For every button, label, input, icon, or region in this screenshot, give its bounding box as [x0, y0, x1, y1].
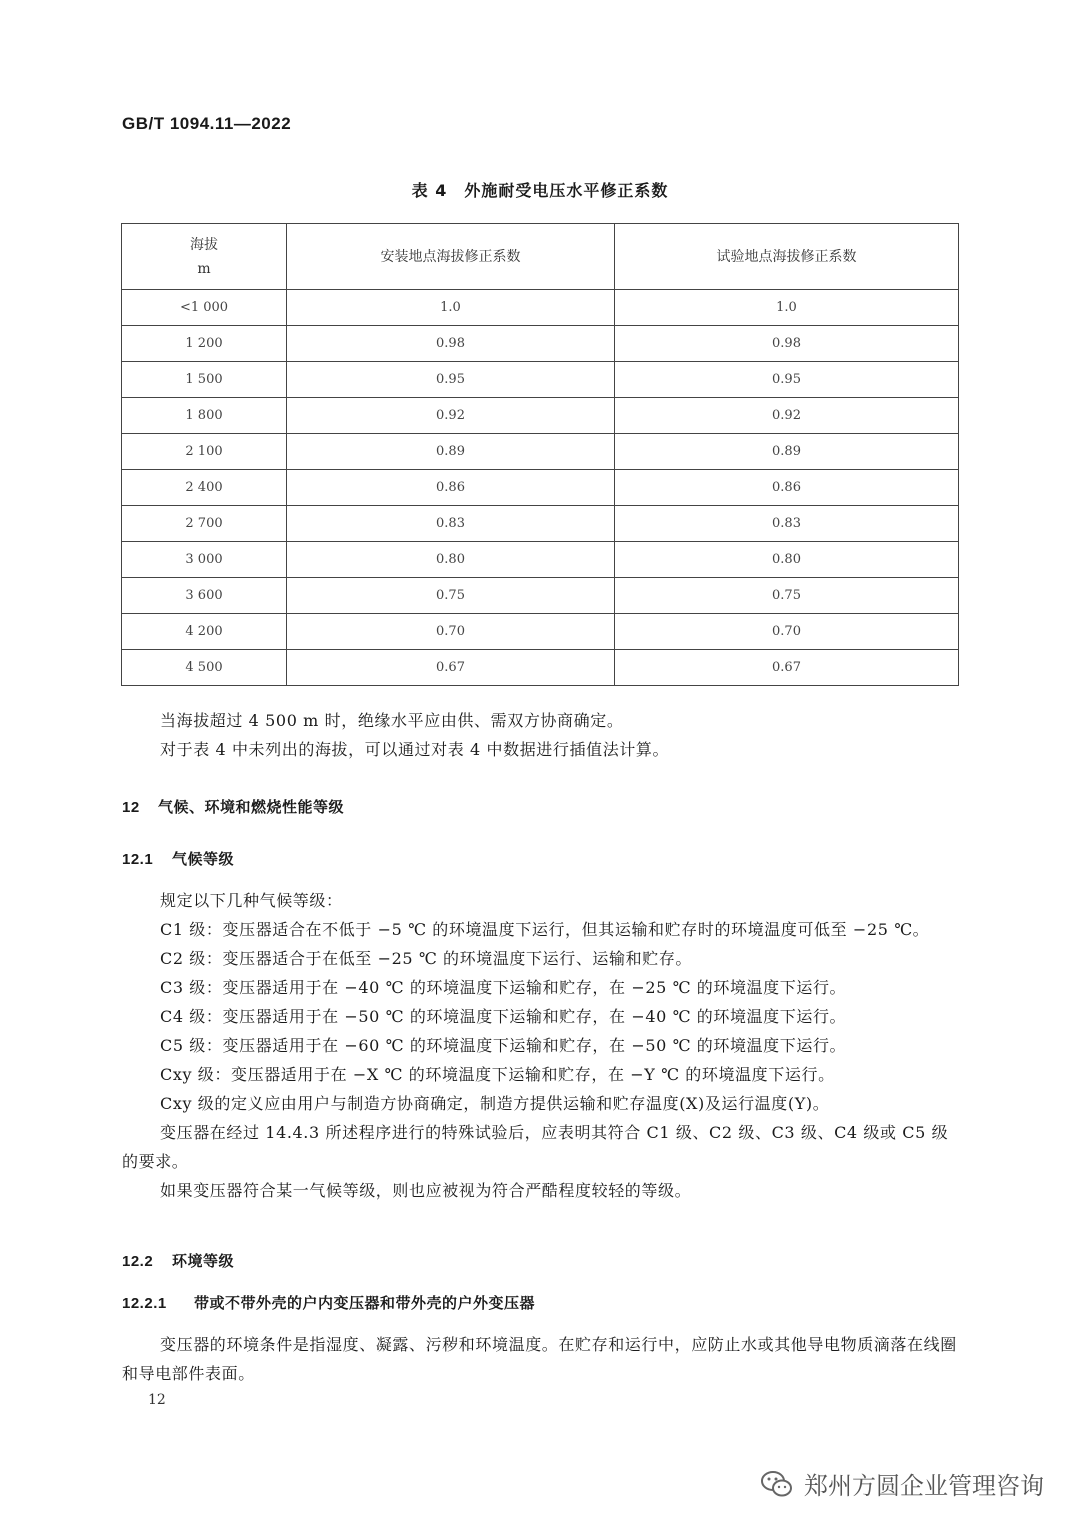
body-paragraph: C2 级：变压器适合于在低至 −25 ℃ 的环境温度下运行、运输和贮存。 [160, 949, 693, 968]
section-number: 12.2 [122, 1253, 154, 1270]
table-row [122, 614, 959, 650]
body-paragraph: 规定以下几种气候等级： [160, 891, 343, 910]
cell-test-factor: 0.98 [615, 326, 959, 362]
body-paragraph: Cxy 级：变压器适用于在 −X ℃ 的环境温度下运输和贮存，在 −Y ℃ 的环境温度下运行。 [160, 1065, 835, 1084]
table-row [122, 362, 959, 398]
table-row [122, 650, 959, 686]
section-heading-12 [122, 796, 344, 817]
cell-test-factor: 0.95 [615, 362, 959, 398]
cell-install-factor: 0.80 [287, 542, 615, 578]
cell-test-factor: 0.89 [615, 434, 959, 470]
standard-id: GB/T 1094.11—2022 [122, 114, 292, 133]
cell-test-factor: 1.0 [615, 290, 959, 326]
note-paragraph: 当海拔超过 4 500 m 时，绝缘水平应由供、需双方协商确定。 [160, 711, 624, 730]
table-row [122, 506, 959, 542]
header-test: 试验地点海拔修正系数 [615, 224, 959, 290]
cell-install-factor: 0.67 [287, 650, 615, 686]
body-paragraph: C1 级：变压器适合在不低于 −5 ℃ 的环境温度下运行，但其运输和贮存时的环境温度可低至 −25 ℃。 [160, 920, 930, 939]
section-number: 12 [122, 799, 140, 816]
cell-altitude: <1 000 [122, 290, 287, 326]
cell-altitude: 4 500 [122, 650, 287, 686]
header-altitude-unit: m [197, 260, 211, 277]
header-install: 安装地点海拔修正系数 [287, 224, 615, 290]
cell-altitude: 3 600 [122, 578, 287, 614]
section-title: 环境等级 [172, 1252, 235, 1270]
section-heading-12-1 [122, 848, 234, 869]
table-row [122, 290, 959, 326]
section-number: 12.1 [122, 851, 154, 868]
correction-table [121, 223, 959, 686]
wechat-icon [760, 1469, 794, 1499]
section-title: 带或不带外壳的户内变压器和带外壳的户外变压器 [194, 1294, 536, 1312]
body-paragraph: C3 级：变压器适用于在 −40 ℃ 的环境温度下运输和贮存，在 −25 ℃ 的环境温度下运行。 [160, 978, 847, 997]
cell-test-factor: 0.70 [615, 614, 959, 650]
cell-altitude: 1 800 [122, 398, 287, 434]
header-altitude [122, 224, 287, 290]
header-altitude-label: 海拔 [190, 236, 218, 253]
table-header-row [122, 224, 959, 290]
cell-install-factor: 1.0 [287, 290, 615, 326]
cell-test-factor: 0.86 [615, 470, 959, 506]
section-title: 气候等级 [172, 850, 235, 868]
table-row [122, 434, 959, 470]
section-heading-12-2-1 [122, 1292, 535, 1313]
cell-install-factor: 0.70 [287, 614, 615, 650]
body-paragraph: C4 级：变压器适用于在 −50 ℃ 的环境温度下运输和贮存，在 −40 ℃ 的环境温度下运行。 [160, 1007, 847, 1026]
cell-test-factor: 0.80 [615, 542, 959, 578]
table-row [122, 398, 959, 434]
section-title: 气候、环境和燃烧性能等级 [158, 798, 345, 816]
table-notes [122, 706, 960, 764]
cell-test-factor: 0.67 [615, 650, 959, 686]
cell-altitude: 2 400 [122, 470, 287, 506]
cell-test-factor: 0.75 [615, 578, 959, 614]
cell-altitude: 1 200 [122, 326, 287, 362]
cell-test-factor: 0.92 [615, 398, 959, 434]
cell-install-factor: 0.95 [287, 362, 615, 398]
cell-altitude: 4 200 [122, 614, 287, 650]
cell-install-factor: 0.98 [287, 326, 615, 362]
cell-altitude: 3 000 [122, 542, 287, 578]
table-row [122, 578, 959, 614]
cell-install-factor: 0.75 [287, 578, 615, 614]
table-row [122, 470, 959, 506]
table-title: 表 4 外施耐受电压水平修正系数 [411, 181, 669, 200]
cell-install-factor: 0.89 [287, 434, 615, 470]
watermark-text: 郑州方圆企业管理咨询 [804, 1472, 1044, 1500]
section-number: 12.2.1 [122, 1295, 167, 1312]
cell-altitude: 2 700 [122, 506, 287, 542]
note-paragraph: 对于表 4 中未列出的海拔，可以通过对表 4 中数据进行插值法计算。 [160, 740, 670, 759]
cell-install-factor: 0.83 [287, 506, 615, 542]
body-paragraph: Cxy 级的定义应由用户与制造方协商确定，制造方提供运输和贮存温度(X)及运行温度(Y)。 [160, 1094, 830, 1113]
page-number: 12 [148, 1392, 166, 1408]
table-row [122, 326, 959, 362]
cell-altitude: 2 100 [122, 434, 287, 470]
watermark [760, 1466, 1044, 1501]
cell-install-factor: 0.92 [287, 398, 615, 434]
body-paragraph: 如果变压器符合某一气候等级，则也应被视为符合严酷程度较轻的等级。 [160, 1181, 692, 1200]
cell-altitude: 1 500 [122, 362, 287, 398]
climate-class-body [122, 886, 960, 1205]
section-heading-12-2 [122, 1250, 234, 1271]
cell-install-factor: 0.86 [287, 470, 615, 506]
body-paragraph: C5 级：变压器适用于在 −60 ℃ 的环境温度下运输和贮存，在 −50 ℃ 的环境温度下运行。 [160, 1036, 847, 1055]
cell-test-factor: 0.83 [615, 506, 959, 542]
body-paragraph: 变压器的环境条件是指湿度、凝露、污秽和环境温度。在贮存和运行中，应防止水或其他导电物质滴落在线圈和导电部件表面。 [122, 1335, 957, 1383]
table-row [122, 542, 959, 578]
environment-class-body [122, 1330, 960, 1388]
body-paragraph: 变压器在经过 14.4.3 所述程序进行的特殊试验后，应表明其符合 C1 级、C2 级、C3 级、C4 级或 C5 级的要求。 [122, 1123, 949, 1171]
